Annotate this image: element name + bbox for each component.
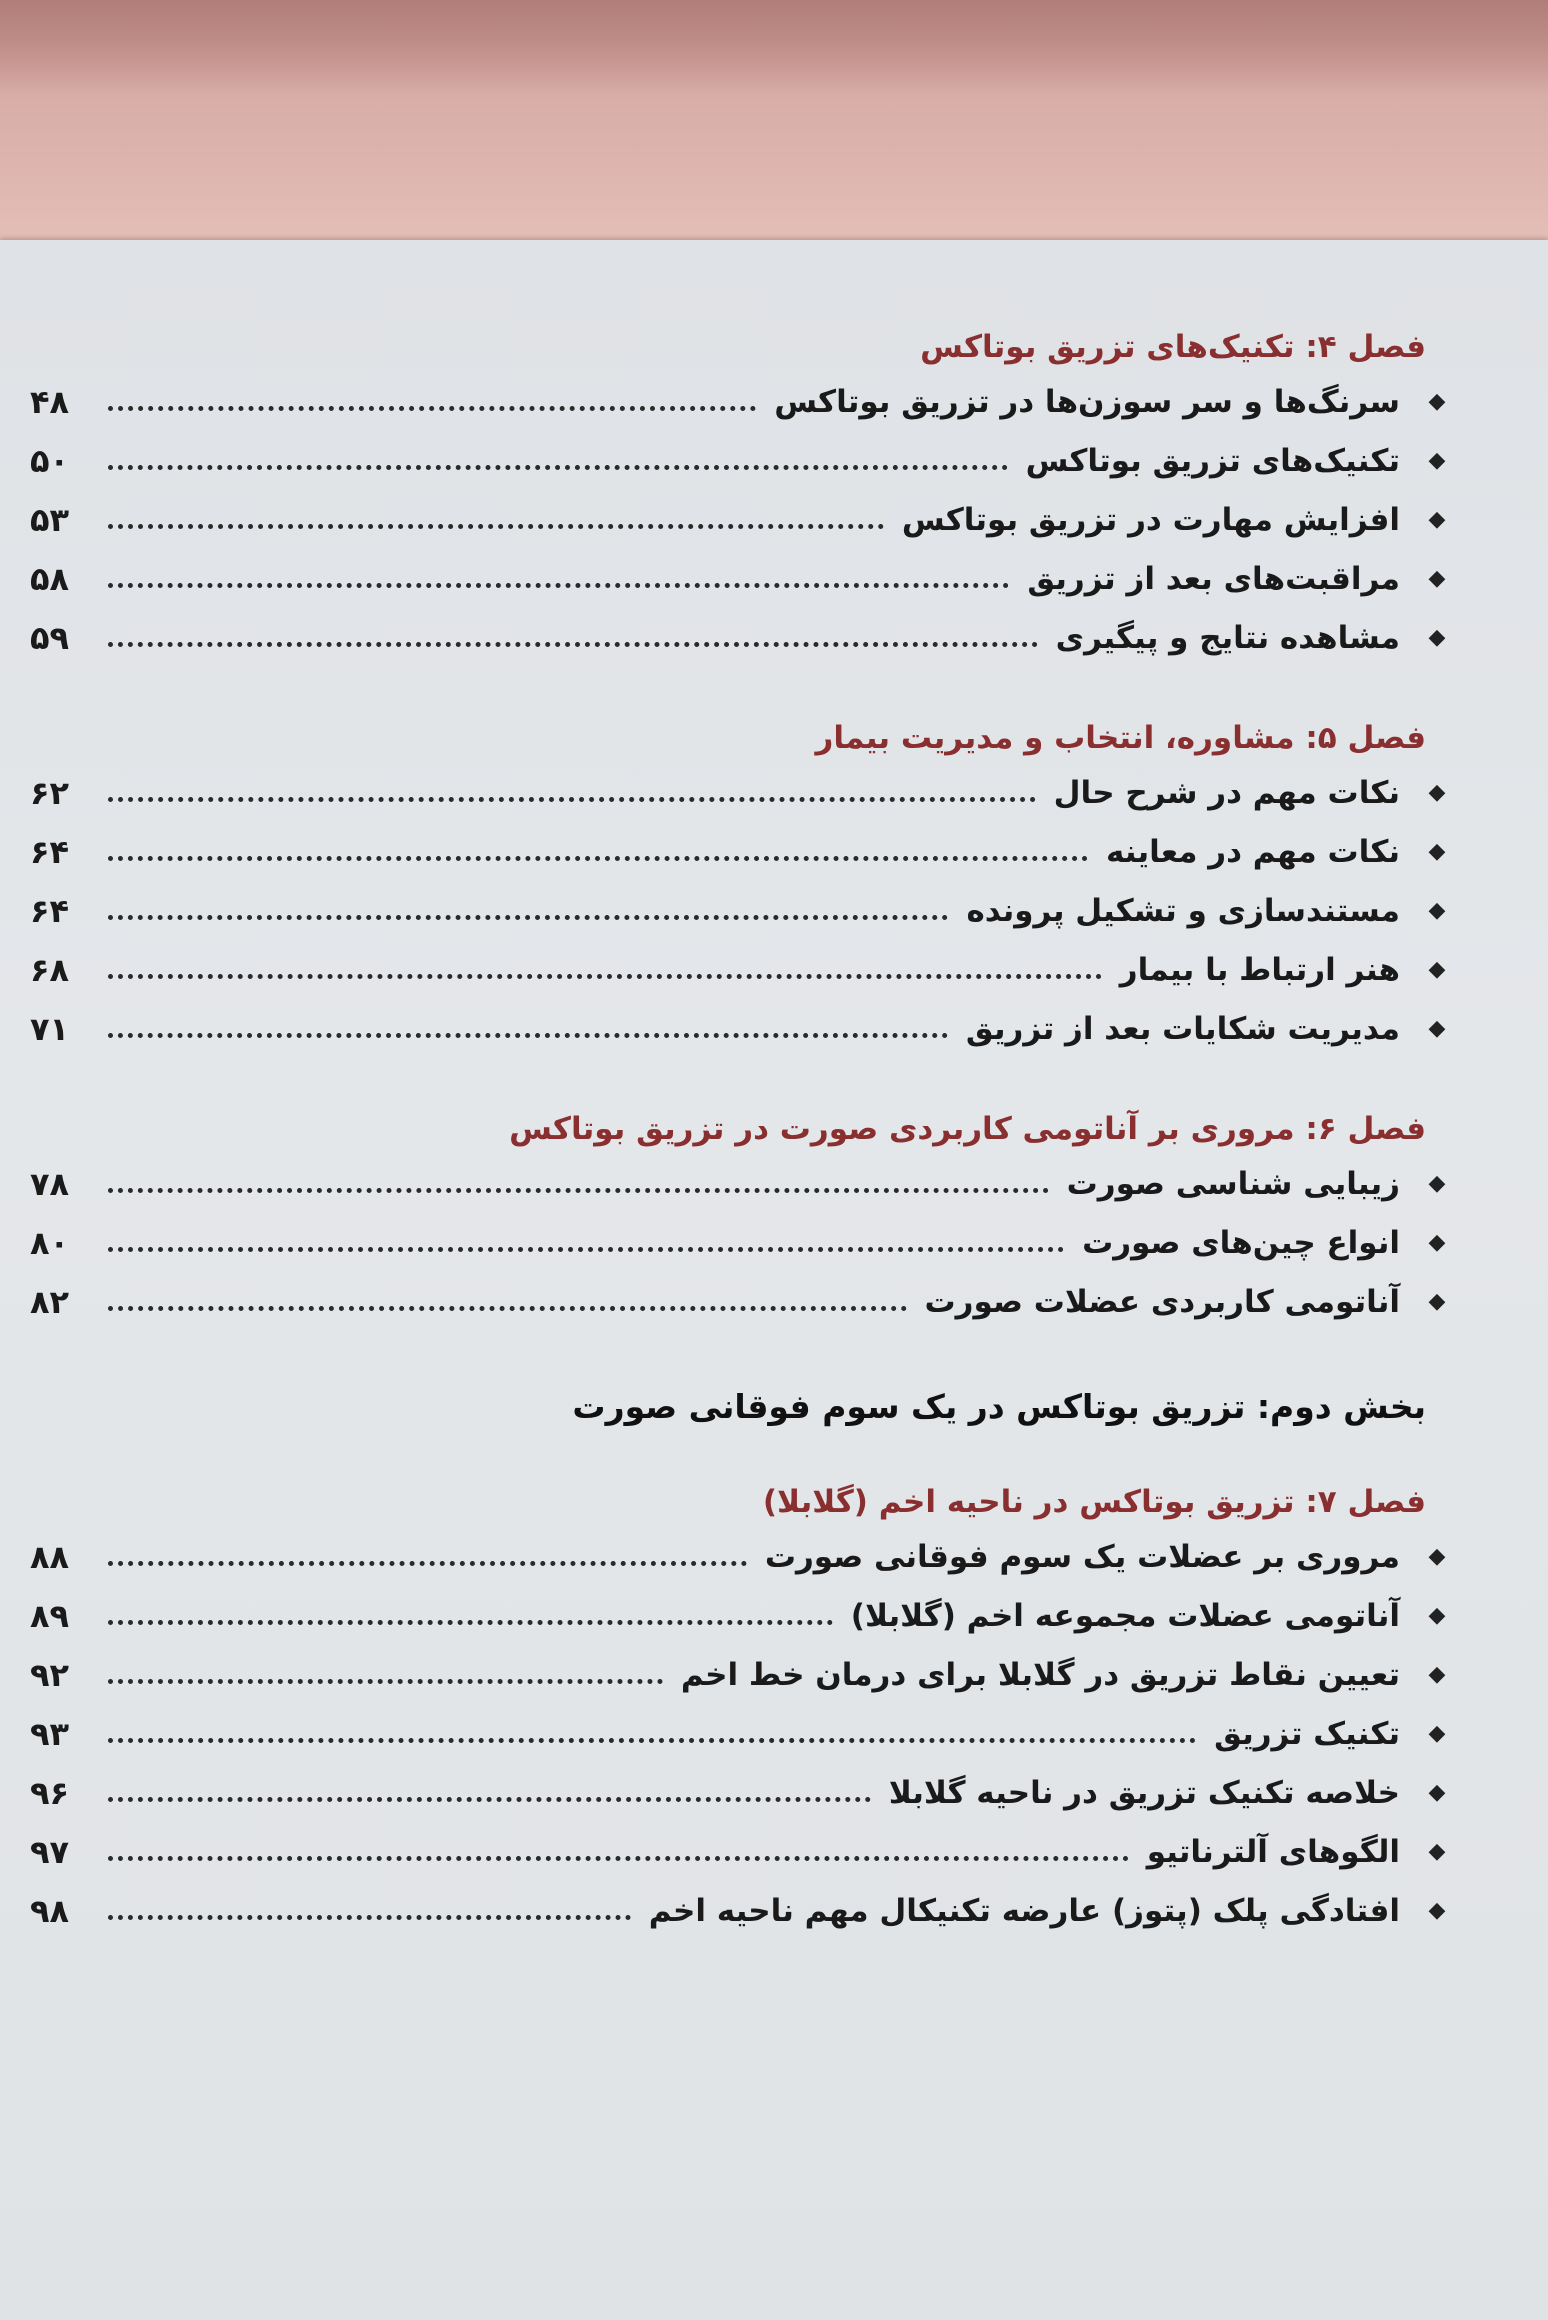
dot-leader [108, 583, 1009, 588]
toc-entry [30, 1213, 1450, 1272]
toc-page-number: ۶۴ [30, 832, 70, 871]
table-of-contents [30, 322, 1450, 1986]
toc-entry [30, 608, 1450, 667]
toc-entry [30, 940, 1450, 999]
diamond-bullet-icon: ◆ [1428, 1721, 1446, 1746]
diamond-bullet-icon: ◆ [1428, 1544, 1446, 1569]
toc-entry-title: مروری بر عضلات یک سوم فوقانی صورت [764, 1538, 1400, 1575]
dot-leader [108, 797, 1036, 802]
toc-entry [30, 490, 1450, 549]
diamond-bullet-icon: ◆ [1428, 957, 1446, 982]
toc-entry-title: مراقبت‌های بعد از تزریق [1027, 560, 1400, 597]
toc-entry [30, 372, 1450, 431]
toc-entry-title: آناتومی عضلات مجموعه اخم (گلابلا) [850, 1597, 1400, 1634]
diamond-bullet-icon: ◆ [1428, 1016, 1446, 1041]
diamond-bullet-icon: ◆ [1428, 1780, 1446, 1805]
diamond-bullet-icon: ◆ [1428, 1289, 1446, 1314]
toc-entry [30, 1704, 1450, 1763]
diamond-bullet-icon: ◆ [1428, 1898, 1446, 1923]
toc-entry-title: تکنیک‌های تزریق بوتاکس [1025, 442, 1400, 479]
chapters-group-1 [30, 322, 1450, 1331]
dot-leader [108, 642, 1038, 647]
cover-shadow [0, 0, 1548, 95]
toc-page-number: ۵۸ [30, 559, 70, 598]
dot-leader [108, 1856, 1129, 1861]
toc-page-number: ۶۸ [30, 950, 70, 989]
toc-entry-title: مشاهده نتایج و پیگیری [1055, 619, 1400, 656]
toc-page-number: ۶۴ [30, 891, 70, 930]
toc-entry [30, 1645, 1450, 1704]
toc-entry-title: افتادگی پلک (پتوز) عارضه تکنیکال مهم ناحیه اخم [648, 1892, 1400, 1929]
diamond-bullet-icon: ◆ [1428, 389, 1446, 414]
dot-leader [108, 465, 1008, 470]
chapter-section [30, 1104, 1450, 1331]
toc-page-number: ۹۳ [30, 1714, 70, 1753]
chapter-section [30, 713, 1450, 1058]
dot-leader [108, 1188, 1049, 1193]
toc-entry [30, 763, 1450, 822]
book-cover-background [0, 0, 1548, 250]
dot-leader [108, 1679, 663, 1684]
diamond-bullet-icon: ◆ [1428, 839, 1446, 864]
diamond-bullet-icon: ◆ [1428, 1839, 1446, 1864]
toc-page-number: ۹۸ [30, 1891, 70, 1930]
dot-leader [108, 1738, 1196, 1743]
diamond-bullet-icon: ◆ [1428, 448, 1446, 473]
diamond-bullet-icon: ◆ [1428, 1171, 1446, 1196]
toc-entry-title: هنر ارتباط با بیمار [1119, 951, 1400, 988]
chapter-title: فصل ۴: تکنیک‌های تزریق بوتاکس [920, 329, 1426, 365]
toc-entry-title: تکنیک تزریق [1214, 1715, 1400, 1752]
toc-entry [30, 881, 1450, 940]
toc-page-number: ۹۶ [30, 1773, 70, 1812]
diamond-bullet-icon: ◆ [1428, 898, 1446, 923]
toc-entry [30, 999, 1450, 1058]
toc-entry-title: الگوهای آلترناتیو [1146, 1833, 1400, 1870]
toc-entry-title: تعیین نقاط تزریق در گلابلا برای درمان خط اخم [680, 1656, 1400, 1693]
diamond-bullet-icon: ◆ [1428, 625, 1446, 650]
toc-entry-title: انواع چین‌های صورت [1082, 1224, 1400, 1261]
toc-entry-title: نکات مهم در معاینه [1106, 833, 1400, 870]
toc-entry-title: سرنگ‌ها و سر سوزن‌ها در تزریق بوتاکس [774, 383, 1400, 420]
toc-page-number: ۸۲ [30, 1282, 70, 1321]
toc-entry [30, 1272, 1450, 1331]
toc-page-number: ۵۹ [30, 618, 70, 657]
toc-entry [30, 1881, 1450, 1940]
toc-entry [30, 1527, 1450, 1586]
chapter-title: فصل ۷: تزریق بوتاکس در ناحیه اخم (گلابلا) [762, 1484, 1426, 1520]
toc-page-number: ۵۰ [30, 441, 70, 480]
diamond-bullet-icon: ◆ [1428, 1603, 1446, 1628]
toc-entry [30, 822, 1450, 881]
chapter-title: فصل ۵: مشاوره، انتخاب و مدیریت بیمار [815, 720, 1426, 756]
toc-entry-title: مدیریت شکایات بعد از تزریق [965, 1010, 1400, 1047]
toc-entry [30, 549, 1450, 608]
toc-entry-title: خلاصه تکنیک تزریق در ناحیه گلابلا [888, 1774, 1400, 1811]
diamond-bullet-icon: ◆ [1428, 780, 1446, 805]
toc-page-number: ۴۸ [30, 382, 70, 421]
toc-page-number: ۸۹ [30, 1596, 70, 1635]
dot-leader [108, 1247, 1064, 1252]
toc-page-number: ۷۱ [30, 1009, 70, 1048]
dot-leader [108, 1561, 747, 1566]
toc-entry-title: نکات مهم در شرح حال [1053, 774, 1400, 811]
dot-leader [108, 1033, 948, 1038]
toc-page-number: ۷۸ [30, 1164, 70, 1203]
dot-leader [108, 974, 1102, 979]
dot-leader [108, 1797, 871, 1802]
dot-leader [108, 1620, 833, 1625]
toc-page-number: ۹۲ [30, 1655, 70, 1694]
dot-leader [108, 524, 884, 529]
dot-leader [108, 406, 756, 411]
toc-page-number: ۹۷ [30, 1832, 70, 1871]
diamond-bullet-icon: ◆ [1428, 1662, 1446, 1687]
dot-leader [108, 1915, 631, 1920]
toc-entry-title: زیبایی شناسی صورت [1066, 1165, 1400, 1202]
toc-entry [30, 431, 1450, 490]
toc-page-number: ۶۲ [30, 773, 70, 812]
chapter-section [30, 1477, 1450, 1940]
dot-leader [108, 1306, 907, 1311]
toc-entry-title: آناتومی کاربردی عضلات صورت [924, 1283, 1400, 1320]
toc-entry [30, 1763, 1450, 1822]
diamond-bullet-icon: ◆ [1428, 1230, 1446, 1255]
toc-entry [30, 1586, 1450, 1645]
chapter-title: فصل ۶: مروری بر آناتومی کاربردی صورت در تزریق بوتاکس [509, 1111, 1426, 1147]
toc-entry [30, 1822, 1450, 1881]
toc-entry-title: افزایش مهارت در تزریق بوتاکس [901, 501, 1400, 538]
toc-page-number: ۵۳ [30, 500, 70, 539]
toc-entry-title: مستندسازی و تشکیل پرونده [966, 892, 1400, 929]
toc-page-number: ۸۸ [30, 1537, 70, 1576]
toc-entry [30, 1154, 1450, 1213]
diamond-bullet-icon: ◆ [1428, 507, 1446, 532]
chapter-section [30, 322, 1450, 667]
part-title: بخش دوم: تزریق بوتاکس در یک سوم فوقانی صورت [572, 1387, 1426, 1426]
diamond-bullet-icon: ◆ [1428, 566, 1446, 591]
chapters-group-2 [30, 1477, 1450, 1940]
dot-leader [108, 856, 1088, 861]
dot-leader [108, 915, 948, 920]
toc-page-number: ۸۰ [30, 1223, 70, 1262]
